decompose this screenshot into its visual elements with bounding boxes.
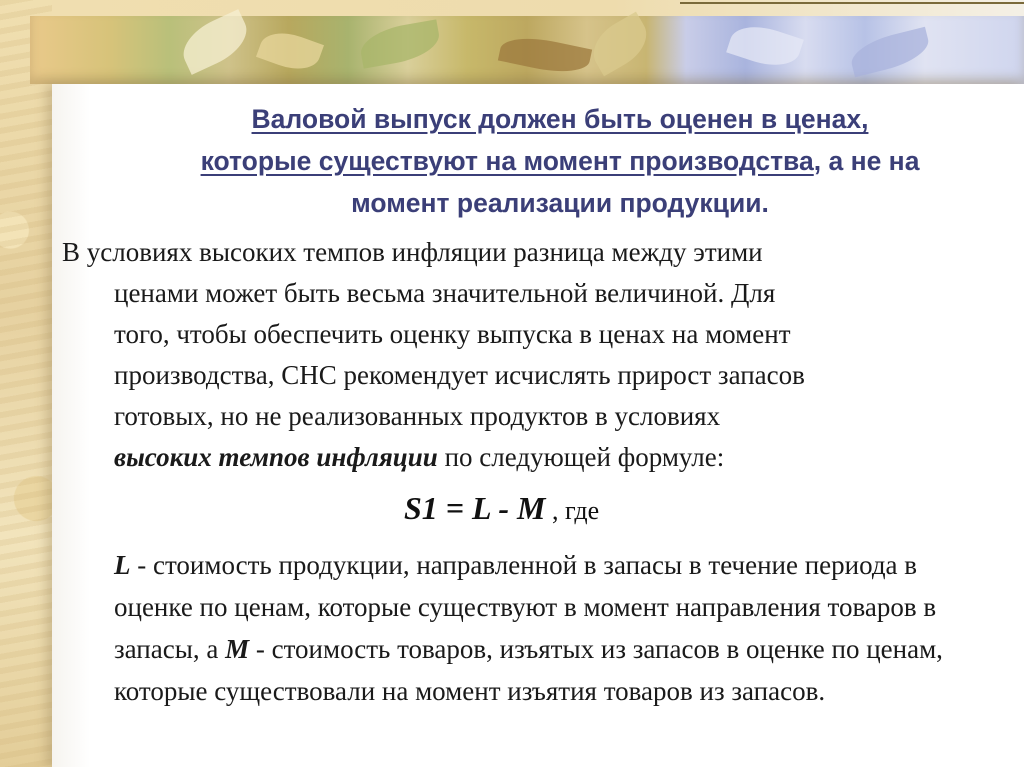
leaf-shape [847, 27, 932, 77]
variable-m: M [225, 634, 250, 664]
decorative-frame-line [680, 2, 1024, 8]
variable-l: L [114, 550, 131, 580]
paragraph-line-4: производства, СНС рекомендует исчислять прирост запасов [114, 360, 805, 390]
paragraph-line-3: того, чтобы обеспечить оценку выпуска в ценах на момент [114, 319, 791, 349]
heading-line-2: которые существуют на момент производства, а не на [200, 146, 920, 176]
formula [404, 490, 599, 527]
heading-line-3: момент реализации продукции. [351, 188, 769, 218]
leaf-shape [584, 12, 656, 77]
leaf-shape [726, 18, 804, 74]
text-l: - стоимость продукции, направленной в запасы в течение периода в оценке по ценам, которые существуют в момент направления товаров в запасы, а [114, 550, 937, 664]
formula-expression: S1 = L - M [404, 490, 546, 526]
parchment-border [0, 0, 52, 767]
heading-line-1: Валовой выпуск должен быть оценен в ценах, [251, 104, 869, 134]
leaf-shape [498, 31, 592, 79]
formula-suffix: , где [545, 496, 600, 525]
paragraph-line-5: готовых, но не реализованных продуктов в условиях [114, 401, 721, 431]
leaf-shape [357, 19, 442, 68]
main-paragraph [62, 232, 998, 478]
leaf-shape [175, 9, 255, 75]
paragraph-line-6: высоких темпов инфляции по следующей формуле: [114, 442, 725, 472]
text-m: - стоимость товаров, изъятых из запасов в оценке по ценам, которые существовали на момент изъятия товаров из запасов. [114, 634, 943, 706]
paragraph-line-1: В условиях высоких темпов инфляции разница между этими [62, 237, 763, 267]
floral-banner [30, 16, 1024, 84]
slide-heading [90, 98, 1024, 224]
emphasis-text: высоких темпов инфляции [114, 442, 438, 472]
leaf-shape [256, 25, 324, 77]
formula-explanation [114, 544, 994, 712]
paragraph-line-2: ценами может быть весьма значительной величиной. Для [114, 278, 776, 308]
